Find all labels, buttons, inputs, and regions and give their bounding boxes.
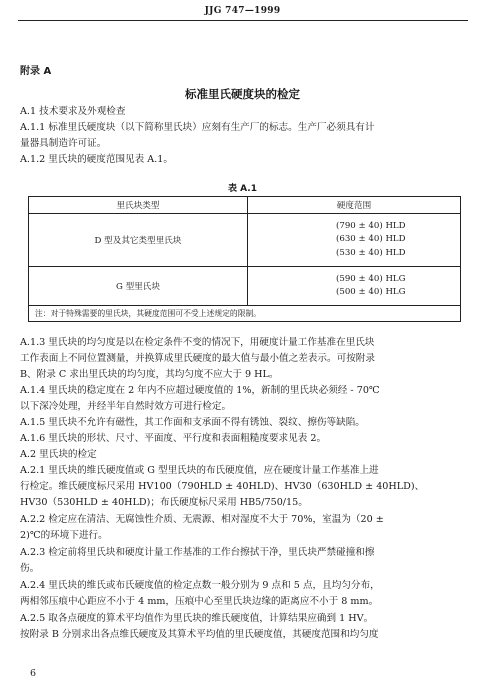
para-a24-line2: 两相邻压痕中心距应不小于 4 mm，压痕中心至里氏块边缘的距离应不小于 8 mm。: [20, 596, 379, 607]
type-cell: G 型里氏块: [29, 267, 248, 306]
para-a23-line2: 伤。: [20, 563, 40, 574]
para-a22-line2: 2)℃的环境下进行。: [20, 530, 108, 541]
para-a21-line1: A.2.1 里氏块的维氏硬度值或 G 型里氏块的布氏硬度值，应在硬度计量工作基准上进: [20, 465, 379, 476]
page-number: 6: [30, 668, 37, 679]
appendix-label: 附录 A: [20, 66, 52, 77]
para-a11-line2: 量器具制造许可证。: [20, 138, 107, 149]
para-a13-line3: B、附录 C 求出里氏块的均匀度，其均匀度不应大于 9 HL。: [20, 369, 279, 380]
col-header-range: 硬度范围: [248, 197, 461, 214]
para-a21-line3: HV30（530HLD ± 40HLD)；布氏硬度标尺采用 HB5/750/15。: [20, 497, 308, 508]
para-a22-line1: A.2.2 检定应在清洁、无腐蚀性介质、无震源、相对湿度不大于 70%，室温为（20 ±: [20, 514, 384, 525]
range-value: (590 ± 40) HLG: [336, 273, 406, 284]
section-a2: A.2 里氏块的检定: [20, 449, 97, 460]
table-header-row: [29, 197, 461, 214]
table-row: [29, 214, 461, 267]
range-value: (500 ± 40) HLG: [336, 287, 406, 297]
para-a24-line1: A.2.4 里氏块的维氏或布氏硬度值的检定点数一般分别为 9 点和 5 点，且均匀分布，: [20, 580, 380, 591]
type-cell: D 型及其它类型里氏块: [29, 214, 248, 267]
range-cell: [248, 267, 461, 306]
para-a14-line2: 以下深冷处理，并经半年自然时效方可进行检定。: [20, 401, 232, 412]
table-row: [29, 267, 461, 306]
table-note: 注：对于特殊需要的里氏块，其硬度范围可不受上述规定的限制。: [29, 306, 461, 322]
para-a25-line2: 按附录 B 分别求出各点维氏硬度及其算术平均值的里氏硬度值，其硬度范围和均匀度: [20, 629, 379, 640]
para-a23-line1: A.2.3 检定前将里氏块和硬度计量工作基准的工作台擦拭干净，里氏块严禁碰撞和擦: [20, 547, 375, 558]
range-cell: [248, 214, 461, 267]
section-a1: A.1 技术要求及外观检查: [20, 106, 126, 117]
para-a13-line2: 工作表面上不同位置测量，并换算成里氏硬度的最大值与最小值之差表示。可按附录: [20, 353, 375, 364]
para-a15: A.1.5 里氏块不允许有磁性，其工作面和支承面不得有锈蚀、裂纹、擦伤等缺陷。: [20, 417, 365, 428]
hardness-range-table: [28, 196, 461, 322]
para-a14-line1: A.1.4 里氏块的稳定度在 2 年内不应超过硬度值的 1%，新制的里氏块必须经 - 70℃: [20, 385, 380, 396]
document-number-header: JJG 747—1999: [204, 6, 281, 16]
table-caption: 表 A.1: [228, 184, 257, 194]
col-header-type: 里氏块类型: [29, 197, 248, 214]
page-title: 标准里氏硬度块的检定: [185, 87, 300, 101]
range-value: (530 ± 40) HLD: [336, 247, 406, 258]
para-a16: A.1.6 里氏块的形状、尺寸、平面度、平行度和表面粗糙度要求见表 2。: [20, 433, 327, 444]
para-a13-line1: A.1.3 里氏块的均匀度是以在检定条件不变的情况下，用硬度计量工作基准在里氏块: [20, 337, 375, 348]
table-note-row: [29, 306, 461, 322]
range-value: (790 ± 40) HLD: [336, 221, 406, 232]
para-a11-line1: A.1.1 标准里氏硬度块（以下简称里氏块）应刻有生产厂的标志。生产厂必须具有计: [20, 122, 375, 133]
para-a12: A.1.2 里氏块的硬度范围见表 A.1。: [20, 154, 173, 165]
para-a21-line2: 行检定。维氏硬度标尺采用 HV100（790HLD ± 40HLD)、HV30（630HLD ± 40HLD)、: [20, 481, 425, 492]
range-value: (630 ± 40) HLD: [336, 234, 406, 245]
para-a25-line1: A.2.5 取各点硬度的算术平均值作为里氏块的维氏硬度值，计算结果应确到 1 HV。: [20, 613, 374, 624]
header-rule: [18, 20, 468, 21]
